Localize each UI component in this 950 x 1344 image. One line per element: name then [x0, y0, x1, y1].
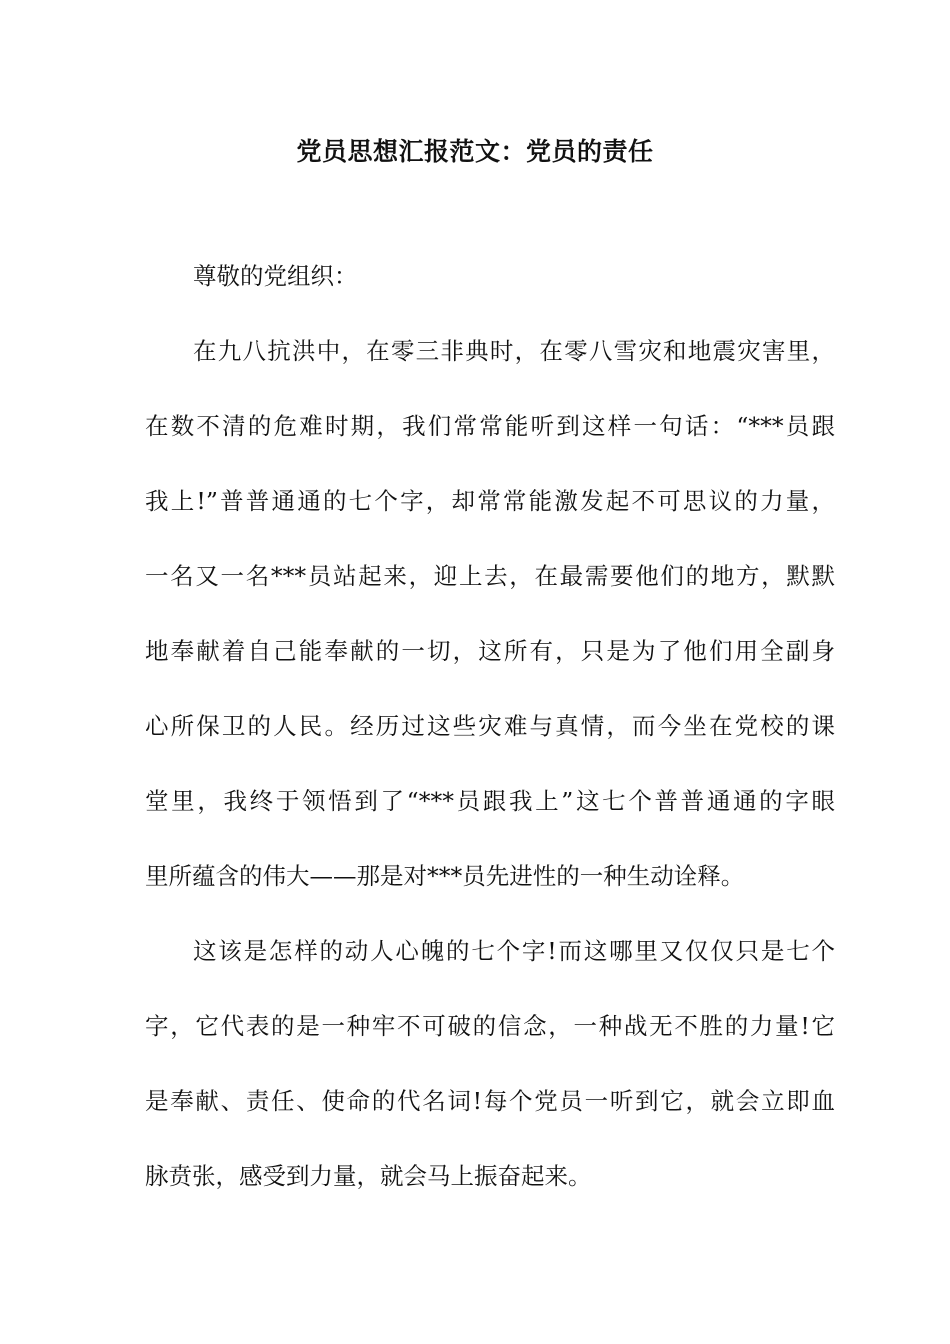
salutation: 尊敬的党组织： [193, 262, 358, 290]
paragraph-line-4: 一名又一名***员站起来，迎上去，在最需要他们的地方，默默 [145, 562, 835, 590]
paragraph-line-6: 心所保卫的人民。经历过这些灾难与真情，而今坐在党校的课 [145, 712, 835, 740]
document-title: 党员思想汇报范文：党员的责任 [296, 137, 654, 166]
paragraph-line-1: 在九八抗洪中，在零三非典时，在零八雪灾和地震灾害里， [193, 337, 835, 365]
paragraph-line-11: 是奉献、责任、使命的代名词!每个党员一听到它，就会立即血 [145, 1087, 835, 1115]
paragraph-line-2: 在数不清的危难时期，我们常常能听到这样一句话：“***员跟 [145, 412, 835, 440]
paragraph-line-10: 字，它代表的是一种牢不可破的信念，一种战无不胜的力量!它 [145, 1012, 835, 1040]
paragraph-line-7: 堂里，我终于领悟到了“***员跟我上”这七个普普通通的字眼 [145, 787, 835, 815]
paragraph-line-9: 这该是怎样的动人心魄的七个字!而这哪里又仅仅只是七个 [193, 937, 835, 965]
paragraph-line-5: 地奉献着自己能奉献的一切，这所有，只是为了他们用全副身 [145, 637, 835, 665]
paragraph-line-8: 里所蕴含的伟大——那是对***员先进性的一种生动诠释。 [145, 862, 745, 890]
paragraph-line-3: 我上!”普普通通的七个字，却常常能激发起不可思议的力量， [145, 487, 835, 515]
paragraph-line-12: 脉贲张，感受到力量，就会马上振奋起来。 [145, 1162, 592, 1190]
